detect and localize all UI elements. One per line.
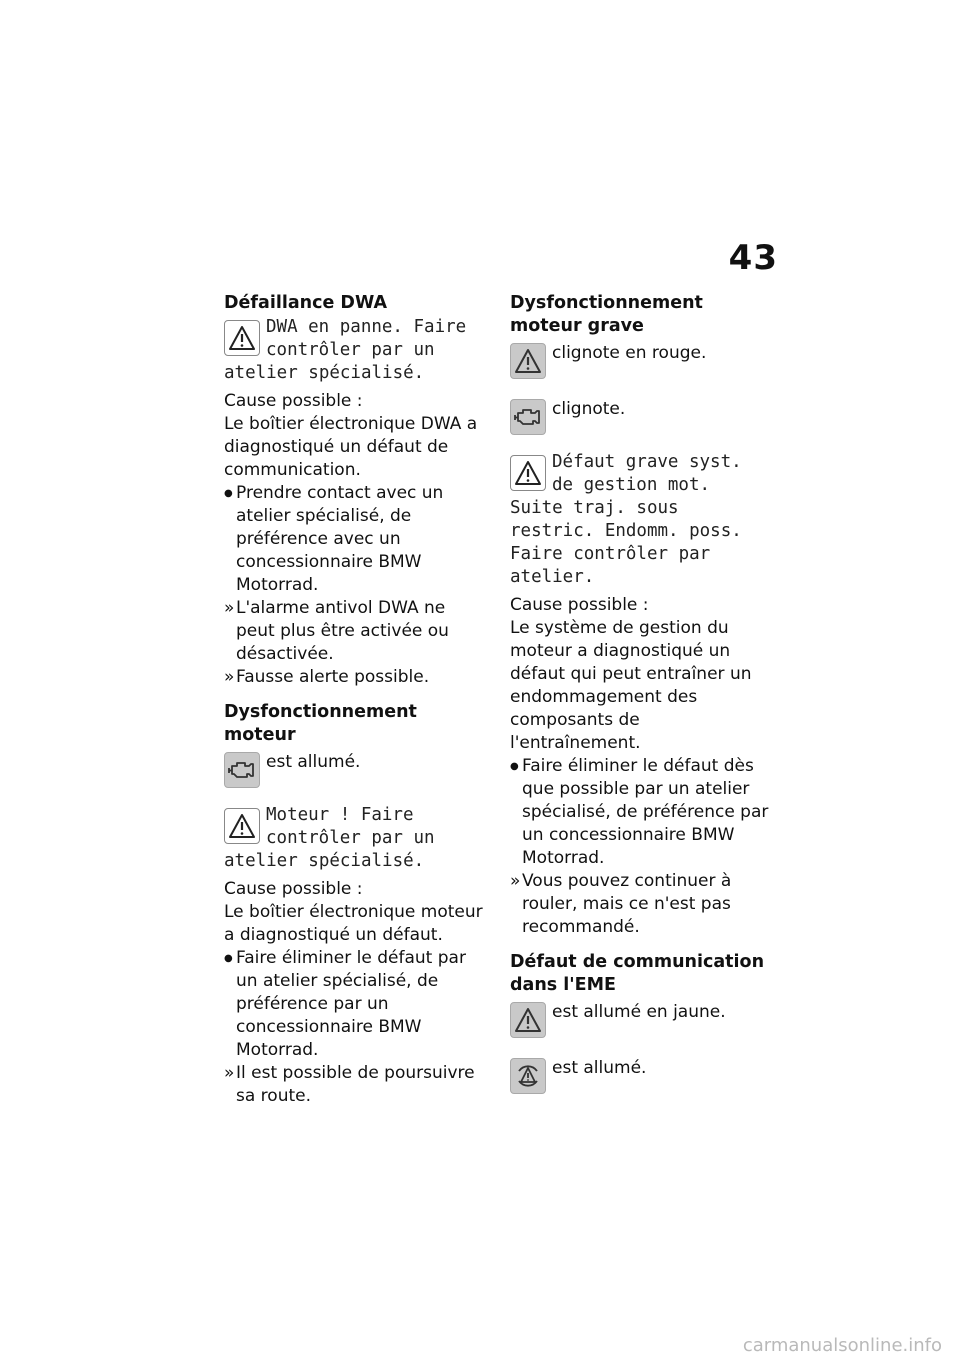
- cause-text: Le boîtier électronique DWA a diagnostiqué un défaut de communication.: [224, 414, 478, 480]
- cause-label: Cause possible :: [510, 595, 649, 615]
- result-item: » Fausse alerte possible.: [224, 666, 486, 689]
- lamp-row: [510, 1054, 772, 1098]
- result-list: [510, 870, 772, 939]
- message-row: [224, 316, 486, 385]
- cause-text: Le boîtier électronique moteur a diagnostiqué un défaut.: [224, 902, 483, 945]
- result-item: » L'alarme antivol DWA ne peut plus être activée ou désactivée.: [224, 597, 486, 666]
- lamp-row: [510, 395, 772, 439]
- section-title: Défaut de communication dans l'EME: [510, 952, 765, 995]
- lamp-row: [224, 748, 486, 792]
- lamp-state-text: clignote en rouge.: [552, 343, 707, 363]
- watermark: carmanualsonline.info: [742, 1335, 942, 1356]
- page-number: 43: [728, 238, 778, 278]
- engine-icon: [224, 752, 260, 788]
- warning-triangle-icon: [510, 1002, 546, 1038]
- cause-text: Le système de gestion du moteur a diagnostiqué un défaut qui peut entraîner un endommagement des composants de l'entraînement.: [510, 618, 752, 753]
- section-dwa-failure: [224, 292, 486, 689]
- section-engine-severe: [510, 292, 772, 939]
- section-title: Défaillance DWA: [224, 293, 388, 313]
- lamp-state-text: est allumé.: [552, 1058, 647, 1078]
- engine-icon: [510, 399, 546, 435]
- lamp-row: [510, 998, 772, 1042]
- drive-train-warning-icon: [510, 1058, 546, 1094]
- lamp-state-text: est allumé en jaune.: [552, 1002, 726, 1022]
- display-message: Défaut grave syst. de gestion mot. Suite traj. sous restric. Endomm. poss. Faire contrôler par atelier.: [510, 452, 742, 587]
- right-column: [510, 292, 772, 1110]
- action-item: ● Faire éliminer le défaut par un atelier spécialisé, de préférence par un concessionnaire BMW Motorrad.: [224, 947, 486, 1062]
- left-column: [224, 292, 486, 1120]
- cause-label: Cause possible :: [224, 879, 363, 899]
- section-eme-communication: [510, 951, 772, 1098]
- action-item: ● Faire éliminer le défaut dès que possible par un atelier spécialisé, de préférence par un concessionnaire BMW Motorrad.: [510, 755, 772, 870]
- result-item: » Il est possible de poursuivre sa route.: [224, 1062, 486, 1108]
- result-list: [224, 1062, 486, 1108]
- result-item: » Vous pouvez continuer à rouler, mais ce n'est pas recommandé.: [510, 870, 772, 939]
- result-list: [224, 597, 486, 689]
- warning-triangle-icon: [510, 343, 546, 379]
- display-message: Moteur ! Faire contrôler par un atelier spécialisé.: [224, 805, 435, 871]
- message-row: [510, 451, 772, 589]
- lamp-state-text: clignote.: [552, 399, 626, 419]
- message-row: [224, 804, 486, 873]
- warning-triangle-icon: [224, 320, 260, 356]
- section-title: Dysfonctionnement moteur grave: [510, 293, 703, 336]
- action-list: [224, 482, 486, 597]
- warning-triangle-icon: [510, 455, 546, 491]
- lamp-state-text: est allumé.: [266, 752, 361, 772]
- section-title: Dysfonctionnement moteur: [224, 702, 417, 745]
- cause-label: Cause possible :: [224, 391, 363, 411]
- warning-triangle-icon: [224, 808, 260, 844]
- action-item: ● Prendre contact avec un atelier spécialisé, de préférence avec un concessionnaire BMW Motorrad.: [224, 482, 486, 597]
- display-message: DWA en panne. Faire contrôler par un atelier spécialisé.: [224, 317, 467, 383]
- lamp-row: [510, 339, 772, 383]
- action-list: [510, 755, 772, 870]
- action-list: [224, 947, 486, 1062]
- section-engine-fault: [224, 701, 486, 1108]
